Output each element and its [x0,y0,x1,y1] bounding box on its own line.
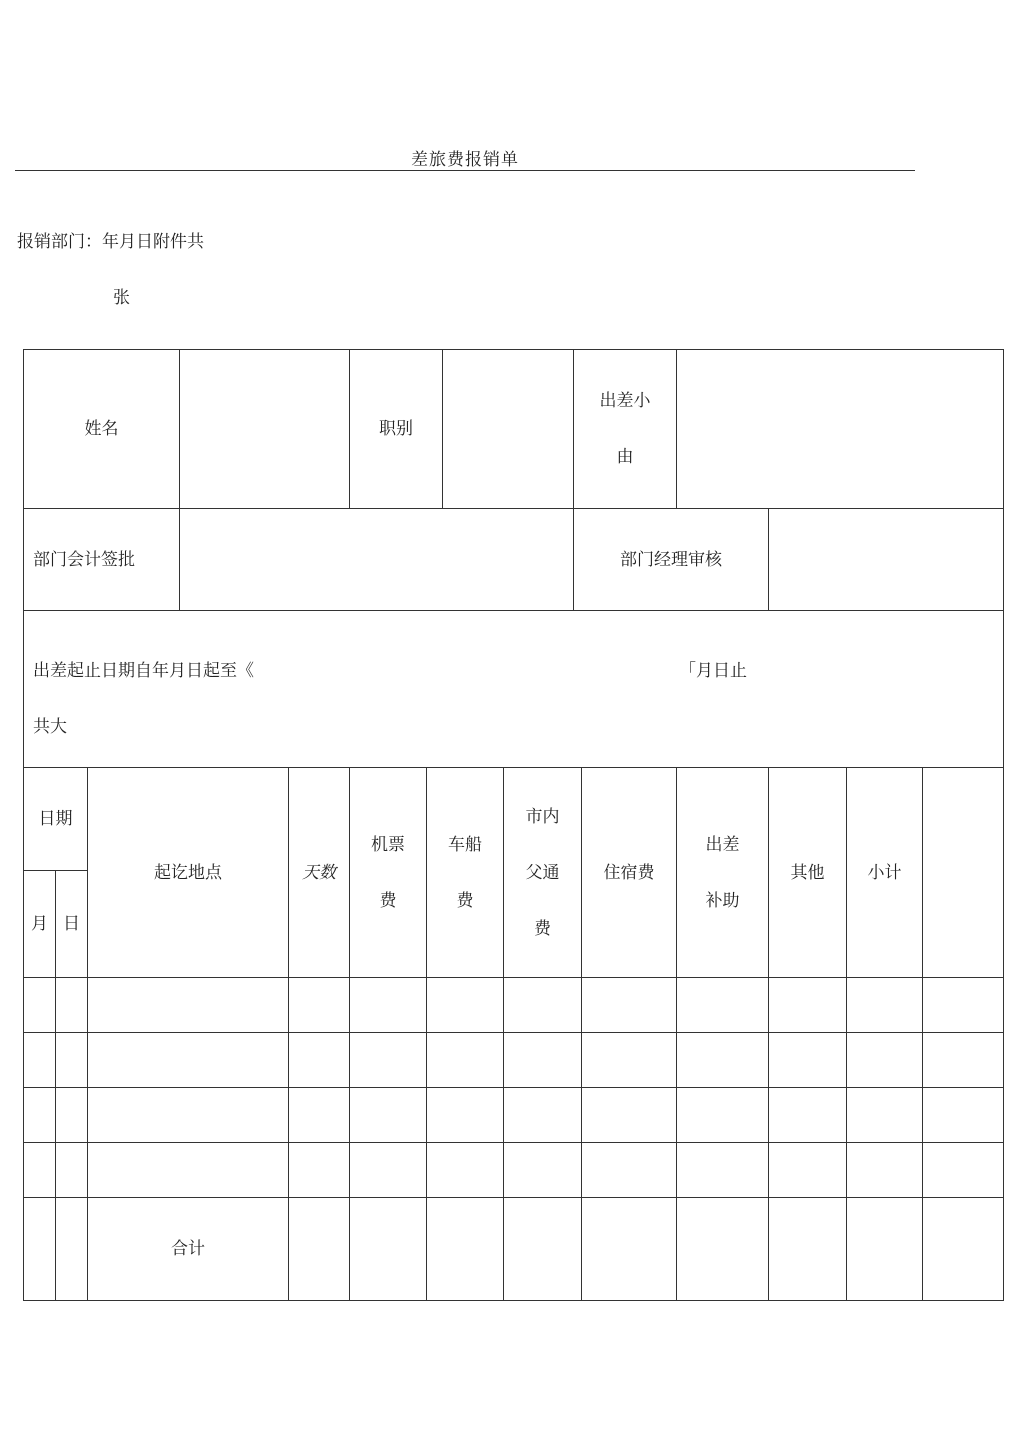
total-airfare[interactable] [350,1197,427,1300]
position-field[interactable] [443,350,574,509]
cell-days[interactable] [289,977,350,1032]
trip-reason-label-line1: 出差小 [599,391,651,412]
cell-allowance[interactable] [677,1087,769,1142]
cell-other[interactable] [769,977,847,1032]
header-allowance [677,768,769,977]
cell-ship-fare[interactable] [427,1032,504,1087]
cell-ship-fare[interactable] [427,1087,504,1142]
total-lodging[interactable] [582,1197,677,1300]
total-allowance[interactable] [677,1197,769,1300]
header-airfare [350,768,427,977]
trip-reason-field[interactable] [677,350,1004,509]
cell-route[interactable] [88,977,289,1032]
header-subtotal: 小计 [847,768,923,977]
cell-local-transport[interactable] [504,1142,582,1197]
name-field[interactable] [180,350,350,509]
header-date: 日期 [24,768,88,870]
cell-day[interactable] [56,1087,88,1142]
trip-reason-label-line2: 由 [616,447,634,468]
expense-form-table [23,349,1004,1301]
approval-row [24,509,1004,611]
title-underline [15,170,915,171]
position-label: 职别 [350,350,443,509]
header-lodging: 住宿费 [582,768,677,977]
cell-other[interactable] [769,1032,847,1087]
cell-spare[interactable] [923,1032,1004,1087]
cell-spare[interactable] [923,1087,1004,1142]
header-month: 月 [24,870,56,977]
header-local-transport-line1: 市内 [525,806,560,827]
table-row [24,977,1004,1032]
total-label: 合计 [88,1197,289,1300]
cell-local-transport[interactable] [504,977,582,1032]
cell-lodging[interactable] [582,1087,677,1142]
total-other[interactable] [769,1197,847,1300]
cell-route[interactable] [88,1087,289,1142]
header-ship-fare [427,768,504,977]
cell-spare[interactable] [923,1142,1004,1197]
cell-airfare[interactable] [350,1142,427,1197]
cell-month[interactable] [24,1087,56,1142]
department-attachment-line: 报销部门：年月日附件共 [17,232,204,252]
header-ship-fare-line2: 费 [456,890,474,911]
header-airfare-line1: 机票 [371,834,406,855]
total-ship-fare[interactable] [427,1197,504,1300]
table-row [24,1142,1004,1197]
manager-review-field[interactable] [769,509,1004,611]
total-local-transport[interactable] [504,1197,582,1300]
header-ship-fare-line1: 车船 [448,834,483,855]
cell-day[interactable] [56,1032,88,1087]
total-row [24,1197,1004,1300]
accountant-approval-label: 部门会计签批 [24,509,180,611]
cell-subtotal[interactable] [847,1087,923,1142]
manager-review-label: 部门经理审核 [574,509,769,611]
cell-month[interactable] [24,1197,56,1300]
cell-other[interactable] [769,1087,847,1142]
cell-ship-fare[interactable] [427,977,504,1032]
cell-airfare[interactable] [350,977,427,1032]
cell-days[interactable] [289,1142,350,1197]
cell-month[interactable] [24,1032,56,1087]
cell-day[interactable] [56,1142,88,1197]
trip-period-start: 出差起止日期自年月日起至《 [33,661,254,682]
header-local-transport-line3: 费 [534,918,552,939]
header-day: 日 [56,870,88,977]
cell-days[interactable] [289,1032,350,1087]
table-row [24,1032,1004,1087]
cell-spare[interactable] [923,977,1004,1032]
cell-local-transport[interactable] [504,1032,582,1087]
header-route: 起讫地点 [88,768,289,977]
cell-airfare[interactable] [350,1032,427,1087]
cell-local-transport[interactable] [504,1087,582,1142]
cell-route[interactable] [88,1032,289,1087]
header-local-transport [504,768,582,977]
header-other: 其他 [769,768,847,977]
cell-allowance[interactable] [677,1032,769,1087]
header-allowance-line1: 出差 [705,834,740,855]
cell-lodging[interactable] [582,1142,677,1197]
header-airfare-line2: 费 [379,890,397,911]
cell-subtotal[interactable] [847,1032,923,1087]
cell-subtotal[interactable] [847,1142,923,1197]
trip-reason-label [574,350,677,509]
document-title: 差旅费报销单 [411,150,519,170]
cell-day[interactable] [56,977,88,1032]
total-subtotal[interactable] [847,1197,923,1300]
attachment-unit: 张 [113,288,130,308]
cell-allowance[interactable] [677,977,769,1032]
cell-lodging[interactable] [582,977,677,1032]
cell-airfare[interactable] [350,1087,427,1142]
cell-day[interactable] [56,1197,88,1300]
trip-period-row [24,611,1004,768]
header-row-top [24,768,1004,870]
cell-lodging[interactable] [582,1032,677,1087]
name-label: 姓名 [24,350,180,509]
cell-other[interactable] [769,1142,847,1197]
cell-allowance[interactable] [677,1142,769,1197]
trip-period-end: 「月日止 [679,661,747,682]
cell-month[interactable] [24,977,56,1032]
accountant-approval-field[interactable] [180,509,574,611]
cell-month[interactable] [24,1142,56,1197]
header-days: 天数 [289,768,350,977]
header-spare [923,768,1004,977]
cell-ship-fare[interactable] [427,1142,504,1197]
header-allowance-line2: 补助 [705,890,740,911]
header-local-transport-line2: 父通 [525,862,560,883]
cell-subtotal[interactable] [847,977,923,1032]
cell-days[interactable] [289,1087,350,1142]
table-row [24,1087,1004,1142]
trip-period-total-days: 共大 [33,717,67,738]
cell-route[interactable] [88,1142,289,1197]
total-days[interactable] [289,1197,350,1300]
total-spare[interactable] [923,1197,1004,1300]
name-row [24,350,1004,509]
trip-period-cell[interactable] [24,611,1004,768]
